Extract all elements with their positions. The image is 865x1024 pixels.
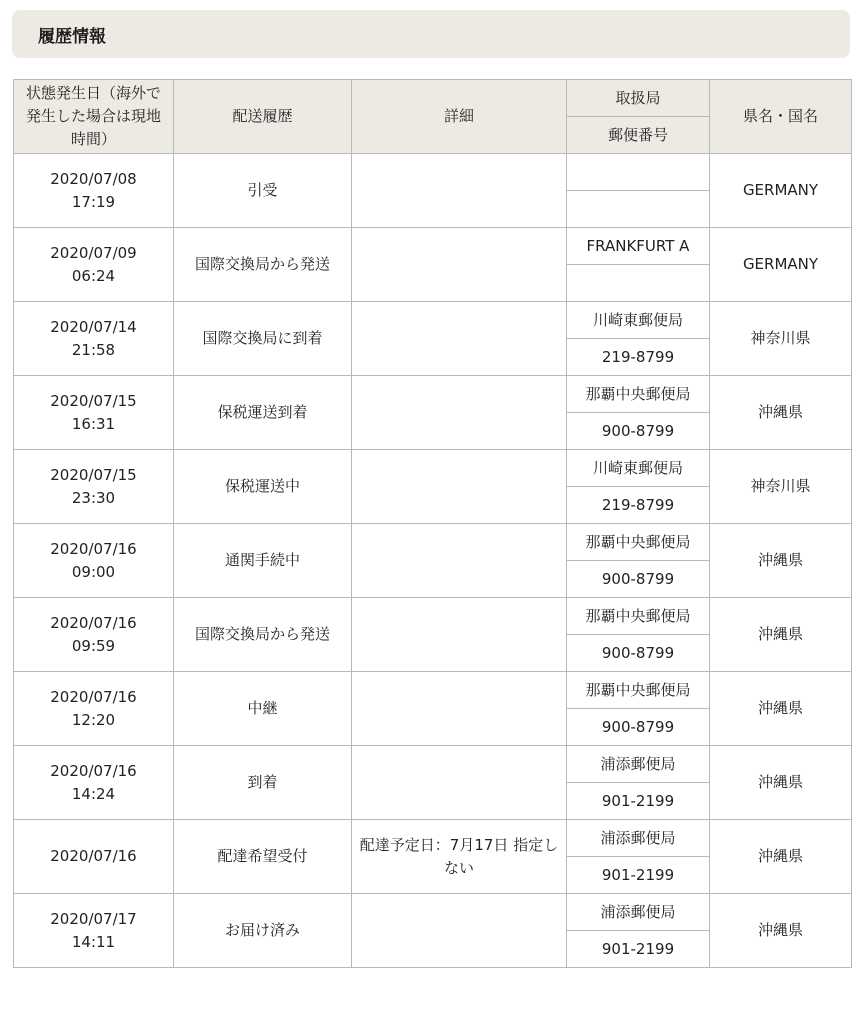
details-cell xyxy=(352,894,567,968)
delivery-history-cell: 到着 xyxy=(174,746,352,820)
prefecture-country-cell: 沖縄県 xyxy=(710,524,852,598)
postal-code-cell: 900-8799 xyxy=(567,635,710,672)
prefecture-country-cell: GERMANY xyxy=(710,154,852,228)
prefecture-country-cell: 沖縄県 xyxy=(710,746,852,820)
header-delivery-history: 配送履歴 xyxy=(174,80,352,154)
header-postal-code: 郵便番号 xyxy=(567,117,710,154)
history-row xyxy=(14,302,852,339)
prefecture-country-cell: 沖縄県 xyxy=(710,820,852,894)
tracking-history-table xyxy=(13,79,852,968)
postal-code-cell: 900-8799 xyxy=(567,561,710,598)
history-table-body xyxy=(14,154,852,968)
handling-office-cell xyxy=(567,154,710,191)
header-handling-office: 取扱局 xyxy=(567,80,710,117)
date-cell: 2020/07/15 23:30 xyxy=(14,450,174,524)
handling-office-cell: 那覇中央郵便局 xyxy=(567,524,710,561)
history-row xyxy=(14,228,852,265)
history-row xyxy=(14,450,852,487)
delivery-history-cell: 国際交換局から発送 xyxy=(174,228,352,302)
section-title-history-info: 履歴情報 xyxy=(12,10,850,58)
details-cell xyxy=(352,376,567,450)
details-cell: 配達予定日：7月17日 指定しない xyxy=(352,820,567,894)
details-cell xyxy=(352,302,567,376)
details-cell xyxy=(352,450,567,524)
date-cell: 2020/07/16 09:59 xyxy=(14,598,174,672)
postal-code-cell: 901-2199 xyxy=(567,783,710,820)
prefecture-country-cell: GERMANY xyxy=(710,228,852,302)
delivery-history-cell: 保税運送中 xyxy=(174,450,352,524)
postal-code-cell: 219-8799 xyxy=(567,339,710,376)
history-row xyxy=(14,894,852,931)
date-cell: 2020/07/16 12:20 xyxy=(14,672,174,746)
prefecture-country-cell: 神奈川県 xyxy=(710,302,852,376)
delivery-history-cell: 中継 xyxy=(174,672,352,746)
delivery-history-cell: 国際交換局に到着 xyxy=(174,302,352,376)
date-cell: 2020/07/09 06:24 xyxy=(14,228,174,302)
handling-office-cell: 浦添郵便局 xyxy=(567,820,710,857)
delivery-history-cell: 通関手続中 xyxy=(174,524,352,598)
details-cell xyxy=(352,228,567,302)
prefecture-country-cell: 沖縄県 xyxy=(710,894,852,968)
history-row xyxy=(14,820,852,857)
handling-office-cell: 那覇中央郵便局 xyxy=(567,672,710,709)
history-row xyxy=(14,598,852,635)
history-row xyxy=(14,524,852,561)
handling-office-cell: 川崎東郵便局 xyxy=(567,302,710,339)
history-row xyxy=(14,154,852,191)
handling-office-cell: 浦添郵便局 xyxy=(567,894,710,931)
details-cell xyxy=(352,524,567,598)
history-row xyxy=(14,672,852,709)
prefecture-country-cell: 沖縄県 xyxy=(710,376,852,450)
header-prefecture-country: 県名・国名 xyxy=(710,80,852,154)
postal-code-cell: 900-8799 xyxy=(567,709,710,746)
date-cell: 2020/07/17 14:11 xyxy=(14,894,174,968)
delivery-history-cell: 配達希望受付 xyxy=(174,820,352,894)
date-cell: 2020/07/16 09:00 xyxy=(14,524,174,598)
prefecture-country-cell: 神奈川県 xyxy=(710,450,852,524)
prefecture-country-cell: 沖縄県 xyxy=(710,672,852,746)
details-cell xyxy=(352,598,567,672)
handling-office-cell: 浦添郵便局 xyxy=(567,746,710,783)
date-cell: 2020/07/16 14:24 xyxy=(14,746,174,820)
history-row xyxy=(14,746,852,783)
postal-code-cell: 219-8799 xyxy=(567,487,710,524)
date-cell: 2020/07/08 17:19 xyxy=(14,154,174,228)
handling-office-cell: FRANKFURT A xyxy=(567,228,710,265)
postal-code-cell: 900-8799 xyxy=(567,413,710,450)
postal-code-cell xyxy=(567,191,710,228)
date-cell: 2020/07/14 21:58 xyxy=(14,302,174,376)
postal-code-cell: 901-2199 xyxy=(567,931,710,968)
delivery-history-cell: 国際交換局から発送 xyxy=(174,598,352,672)
delivery-history-cell: 引受 xyxy=(174,154,352,228)
details-cell xyxy=(352,672,567,746)
details-cell xyxy=(352,746,567,820)
header-date: 状態発生日（海外で発生した場合は現地時間） xyxy=(14,80,174,154)
handling-office-cell: 川崎東郵便局 xyxy=(567,450,710,487)
date-cell: 2020/07/16 xyxy=(14,820,174,894)
date-cell: 2020/07/15 16:31 xyxy=(14,376,174,450)
postal-code-cell xyxy=(567,265,710,302)
prefecture-country-cell: 沖縄県 xyxy=(710,598,852,672)
handling-office-cell: 那覇中央郵便局 xyxy=(567,598,710,635)
delivery-history-cell: 保税運送到着 xyxy=(174,376,352,450)
delivery-history-cell: お届け済み xyxy=(174,894,352,968)
header-details: 詳細 xyxy=(352,80,567,154)
details-cell xyxy=(352,154,567,228)
handling-office-cell: 那覇中央郵便局 xyxy=(567,376,710,413)
postal-code-cell: 901-2199 xyxy=(567,857,710,894)
history-row xyxy=(14,376,852,413)
